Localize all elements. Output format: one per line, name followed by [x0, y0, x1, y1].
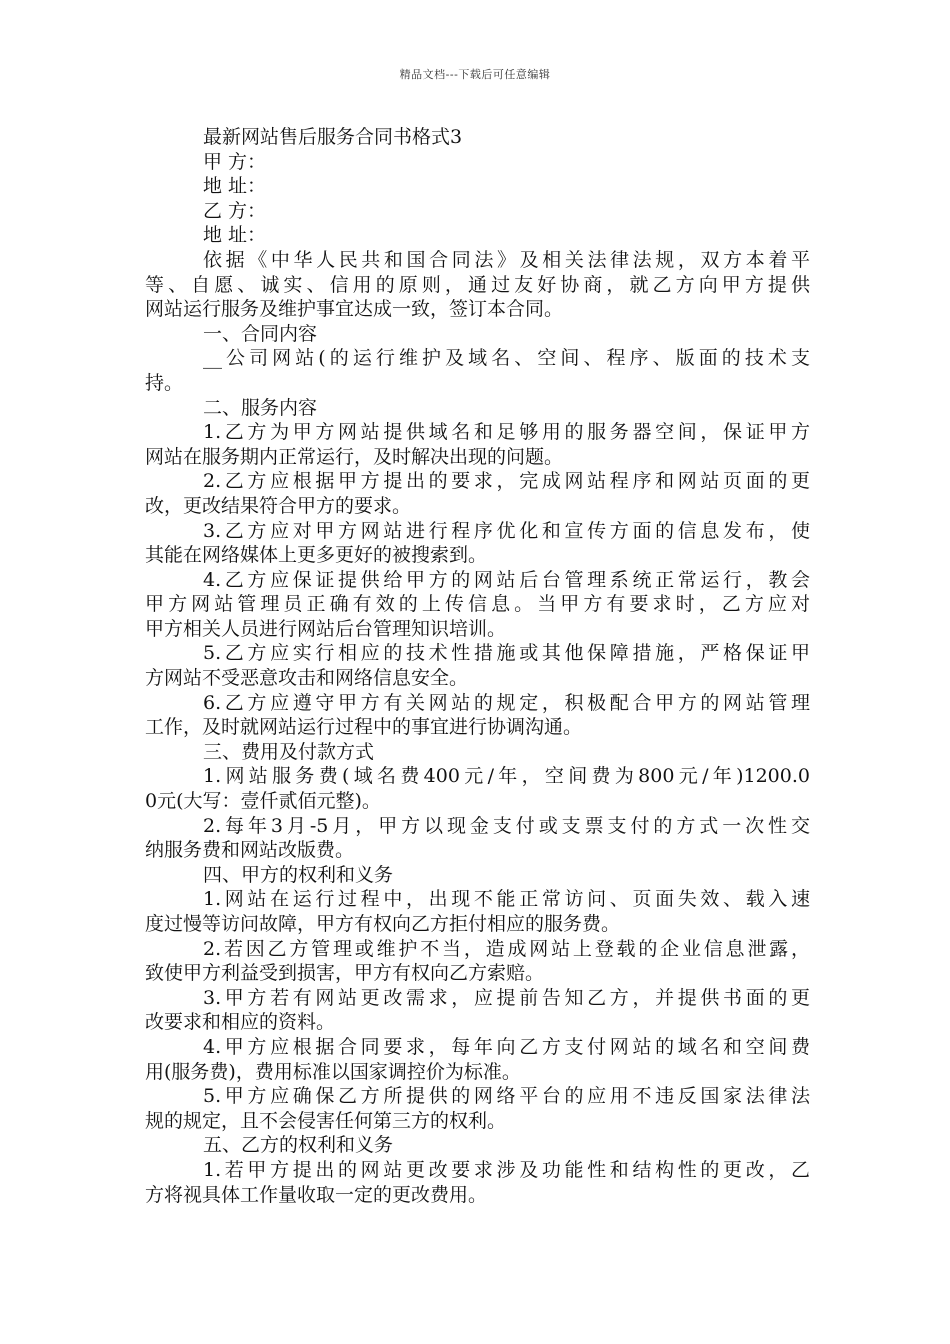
- document-line: 等、自愿、诚实、信用的原则，通过友好协商，就乙方向甲方提供: [145, 273, 810, 296]
- document-line: 1.网站服务费(域名费400元/年，空间费为800元/年)1200.0: [203, 765, 810, 788]
- document-line: 3.乙方应对甲方网站进行程序优化和宣传方面的信息发布，使: [203, 519, 810, 542]
- document-line: 乙 方：: [203, 199, 267, 222]
- document-line: 改，更改结果符合甲方的要求。: [145, 494, 412, 517]
- document-line: 1.网站在运行过程中，出现不能正常访问、页面失效、载入速: [203, 888, 810, 911]
- document-line: 4.乙方应保证提供给甲方的网站后台管理系统正常运行，教会: [203, 568, 810, 591]
- document-line: 5.乙方应实行相应的技术性措施或其他保障措施，严格保证甲: [203, 642, 810, 665]
- document-line: 持。: [145, 371, 184, 394]
- document-line: 四、甲方的权利和义务: [203, 863, 394, 886]
- document-line: 致使甲方利益受到损害，甲方有权向乙方索赔。: [145, 962, 545, 985]
- document-line: 网站在服务期内正常运行，及时解决出现的问题。: [145, 445, 564, 468]
- document-line: __公司网站(的运行维护及域名、空间、程序、版面的技术支: [203, 347, 810, 370]
- page-header-note: 精品文档---下载后可任意编辑: [399, 68, 551, 81]
- document-line: 甲 方：: [203, 150, 267, 173]
- document-line: 一、合同内容: [203, 322, 318, 345]
- document-line: 5.甲方应确保乙方所提供的网络平台的应用不违反国家法律法: [203, 1085, 810, 1108]
- document-line: 工作，及时就网站运行过程中的事宜进行协调沟通。: [145, 716, 583, 739]
- document-line: 其能在网络媒体上更多更好的被搜索到。: [145, 544, 488, 567]
- document-line: 1.乙方为甲方网站提供域名和足够用的服务器空间，保证甲方: [203, 421, 810, 444]
- document-line: 6.乙方应遵守甲方有关网站的规定，积极配合甲方的网站管理: [203, 691, 810, 714]
- document-line: 3.甲方若有网站更改需求，应提前告知乙方，并提供书面的更: [203, 986, 810, 1009]
- document-line: 2.每年3月-5月，甲方以现金支付或支票支付的方式一次性交: [203, 814, 810, 837]
- document-line: 甲方网站管理员正确有效的上传信息。当甲方有要求时，乙方应对: [145, 593, 810, 616]
- document-line: 依据《中华人民共和国合同法》及相关法律法规，双方本着平: [203, 248, 810, 271]
- document-line: 2.若因乙方管理或维护不当，造成网站上登载的企业信息泄露，: [203, 937, 810, 960]
- document-line: 度过慢等访问故障，甲方有权向乙方拒付相应的服务费。: [145, 913, 621, 935]
- document-line: 网站运行服务及维护事宜达成一致，签订本合同。: [145, 298, 564, 321]
- document-line: 4.甲方应根据合同要求，每年向乙方支付网站的域名和空间费: [203, 1035, 810, 1058]
- document-line: 地 址：: [203, 175, 267, 198]
- document-body: [145, 125, 810, 1207]
- document-line: 2.乙方应根据甲方提出的要求，完成网站程序和网站页面的更: [203, 470, 810, 493]
- document-line: 0元(大写：壹仟贰佰元整)。: [145, 790, 381, 813]
- document-line: 用(服务费)，费用标准以国家调控价为标准。: [145, 1060, 521, 1083]
- document-line: 甲方相关人员进行网站后台管理知识培训。: [145, 617, 507, 640]
- document-line: 三、费用及付款方式: [203, 740, 375, 763]
- document-line: 方网站不受恶意攻击和网络信息安全。: [145, 667, 469, 690]
- document-line: 改要求和相应的资料。: [145, 1011, 336, 1034]
- document-line: 1.若甲方提出的网站更改要求涉及功能性和结构性的更改，乙: [203, 1158, 810, 1181]
- document-line: 地 址：: [203, 224, 267, 247]
- document-line: 二、服务内容: [203, 396, 318, 419]
- document-line: 最新网站售后服务合同书格式3: [203, 126, 463, 148]
- document-line: 规的规定，且不会侵害任何第三方的权利。: [145, 1109, 507, 1132]
- document-line: 方将视具体工作量收取一定的更改费用。: [145, 1183, 488, 1206]
- document-line: 五、乙方的权利和义务: [203, 1134, 394, 1157]
- document-line: 纳服务费和网站改版费。: [145, 839, 355, 862]
